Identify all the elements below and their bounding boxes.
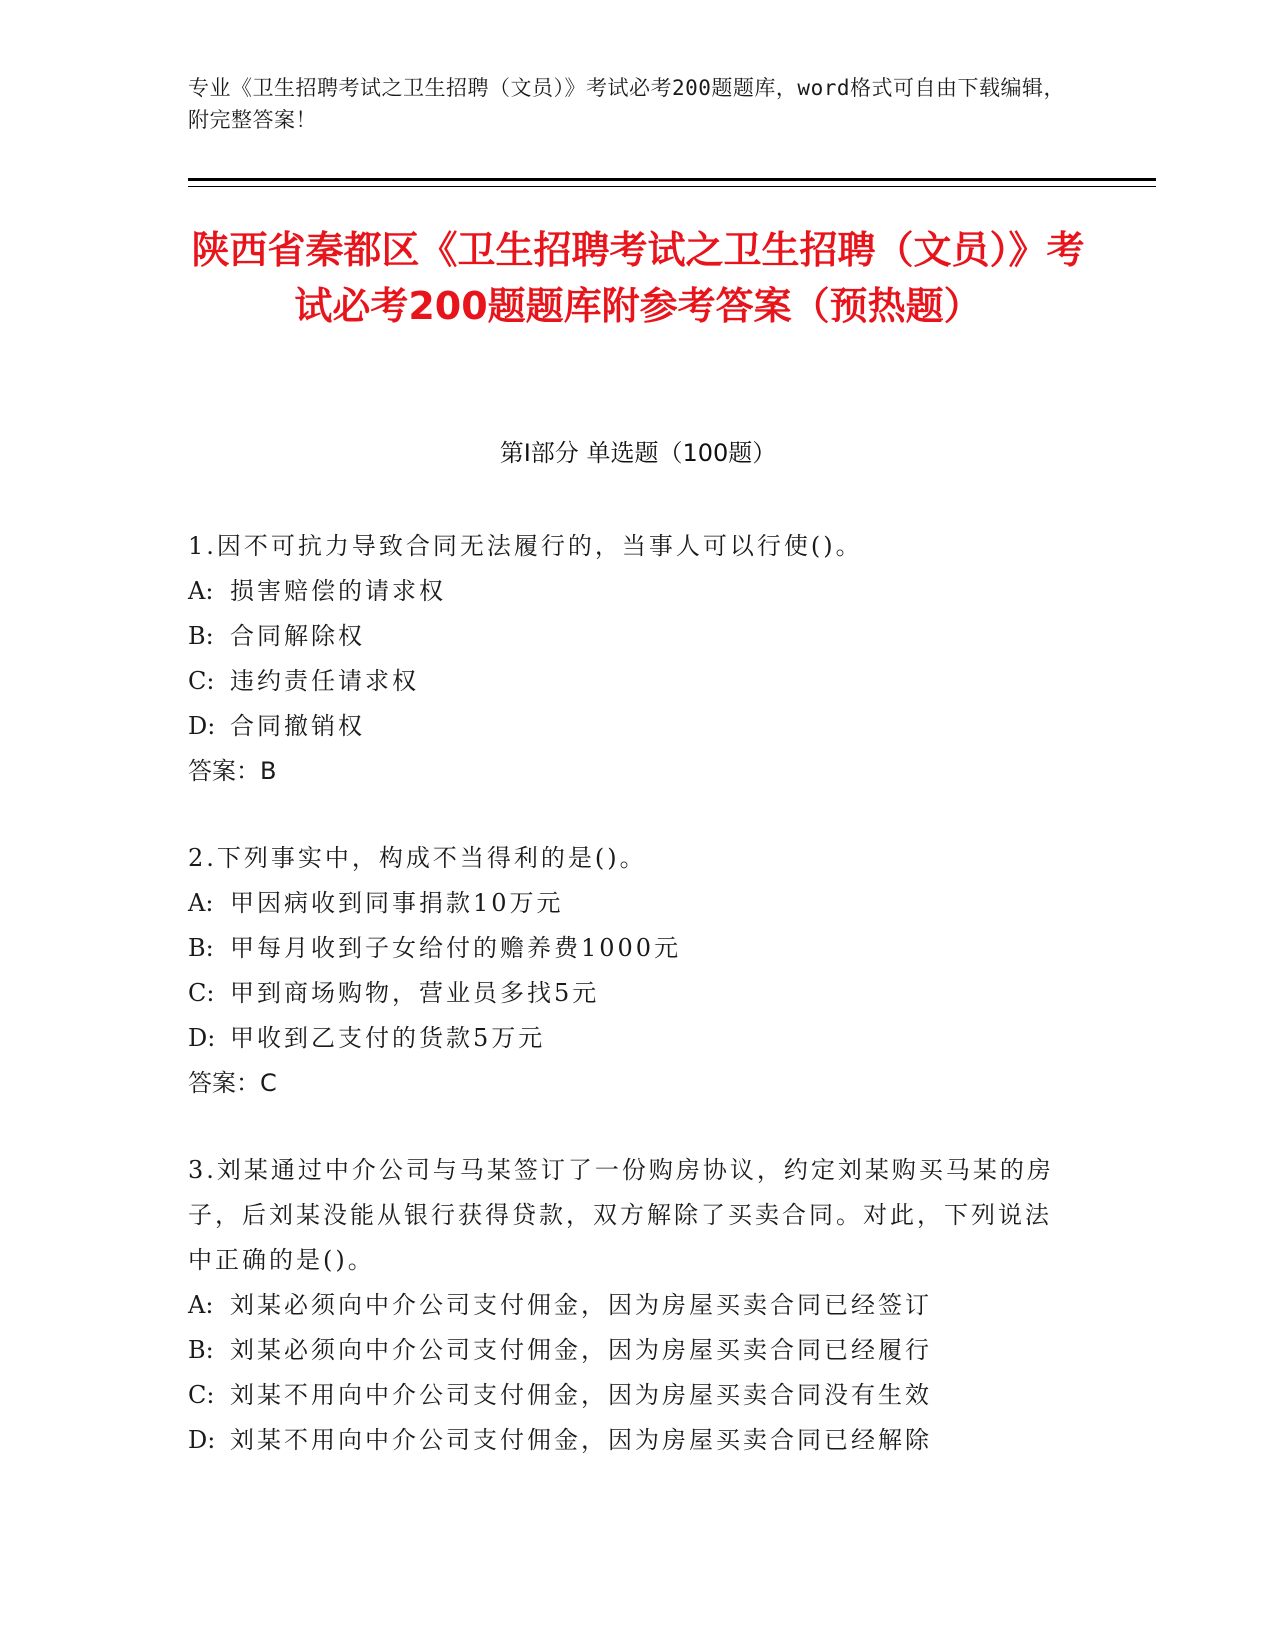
question-option xyxy=(188,1283,1068,1328)
option-letter: A: xyxy=(188,1291,214,1319)
section-heading: 第Ⅰ部分 单选题（100题） xyxy=(499,439,777,467)
header-rule-thin xyxy=(188,186,1156,187)
question-option xyxy=(188,926,1068,971)
question-option xyxy=(188,659,1068,704)
option-letter: B: xyxy=(188,622,214,650)
option-text: 损害赔偿的请求权 xyxy=(230,577,446,605)
question-item xyxy=(188,1148,1068,1463)
question-option xyxy=(188,971,1068,1016)
question-option xyxy=(188,881,1068,926)
option-letter: A: xyxy=(188,577,214,605)
option-text: 合同解除权 xyxy=(230,622,365,650)
option-text: 甲因病收到同事捐款10万元 xyxy=(230,889,564,917)
option-text: 刘某不用向中介公司支付佣金，因为房屋买卖合同已经解除 xyxy=(230,1426,932,1454)
question-option xyxy=(188,1328,1068,1373)
option-letter: C: xyxy=(188,979,215,1007)
option-text: 违约责任请求权 xyxy=(230,667,419,695)
option-text: 刘某不用向中介公司支付佣金，因为房屋买卖合同没有生效 xyxy=(230,1381,932,1409)
question-answer: 答案：B xyxy=(188,757,277,785)
question-stem: 1.因不可抗力导致合同无法履行的，当事人可以行使()。 xyxy=(188,532,863,560)
option-letter: C: xyxy=(188,667,215,695)
option-letter: C: xyxy=(188,1381,215,1409)
option-letter: B: xyxy=(188,1336,214,1364)
question-item xyxy=(188,836,1068,1106)
option-letter: B: xyxy=(188,934,214,962)
question-option xyxy=(188,569,1068,614)
question-option xyxy=(188,1373,1068,1418)
document-title: 陕西省秦都区《卫生招聘考试之卫生招聘（文员）》考试必考200题题库附参考答案（预热题） xyxy=(191,228,1085,328)
option-letter: A: xyxy=(188,889,214,917)
question-answer: 答案：C xyxy=(188,1069,277,1097)
question-stem: 3.刘某通过中介公司与马某签订了一份购房协议，约定刘某购买马某的房子，后刘某没能从银行获得贷款，双方解除了买卖合同。对此，下列说法中正确的是()。 xyxy=(188,1156,1054,1274)
option-text: 甲收到乙支付的货款5万元 xyxy=(230,1024,546,1052)
header-rule-thick xyxy=(188,178,1156,181)
question-option xyxy=(188,614,1068,659)
option-text: 刘某必须向中介公司支付佣金，因为房屋买卖合同已经履行 xyxy=(230,1336,932,1364)
option-letter: D: xyxy=(188,712,216,740)
option-text: 合同撤销权 xyxy=(230,712,365,740)
question-option xyxy=(188,1418,1068,1463)
option-text: 刘某必须向中介公司支付佣金，因为房屋买卖合同已经签订 xyxy=(230,1291,932,1319)
option-letter: D: xyxy=(188,1024,216,1052)
question-list xyxy=(188,524,1068,1505)
header-note: 专业《卫生招聘考试之卫生招聘（文员）》考试必考200题题库，word格式可自由下载编辑，附完整答案！ xyxy=(188,76,1065,132)
question-option xyxy=(188,1016,1068,1061)
option-letter: D: xyxy=(188,1426,216,1454)
question-option xyxy=(188,704,1068,749)
option-text: 甲到商场购物，营业员多找5元 xyxy=(230,979,600,1007)
option-text: 甲每月收到子女给付的赡养费1000元 xyxy=(230,934,682,962)
question-stem: 2.下列事实中，构成不当得利的是()。 xyxy=(188,844,647,872)
question-item xyxy=(188,524,1068,794)
